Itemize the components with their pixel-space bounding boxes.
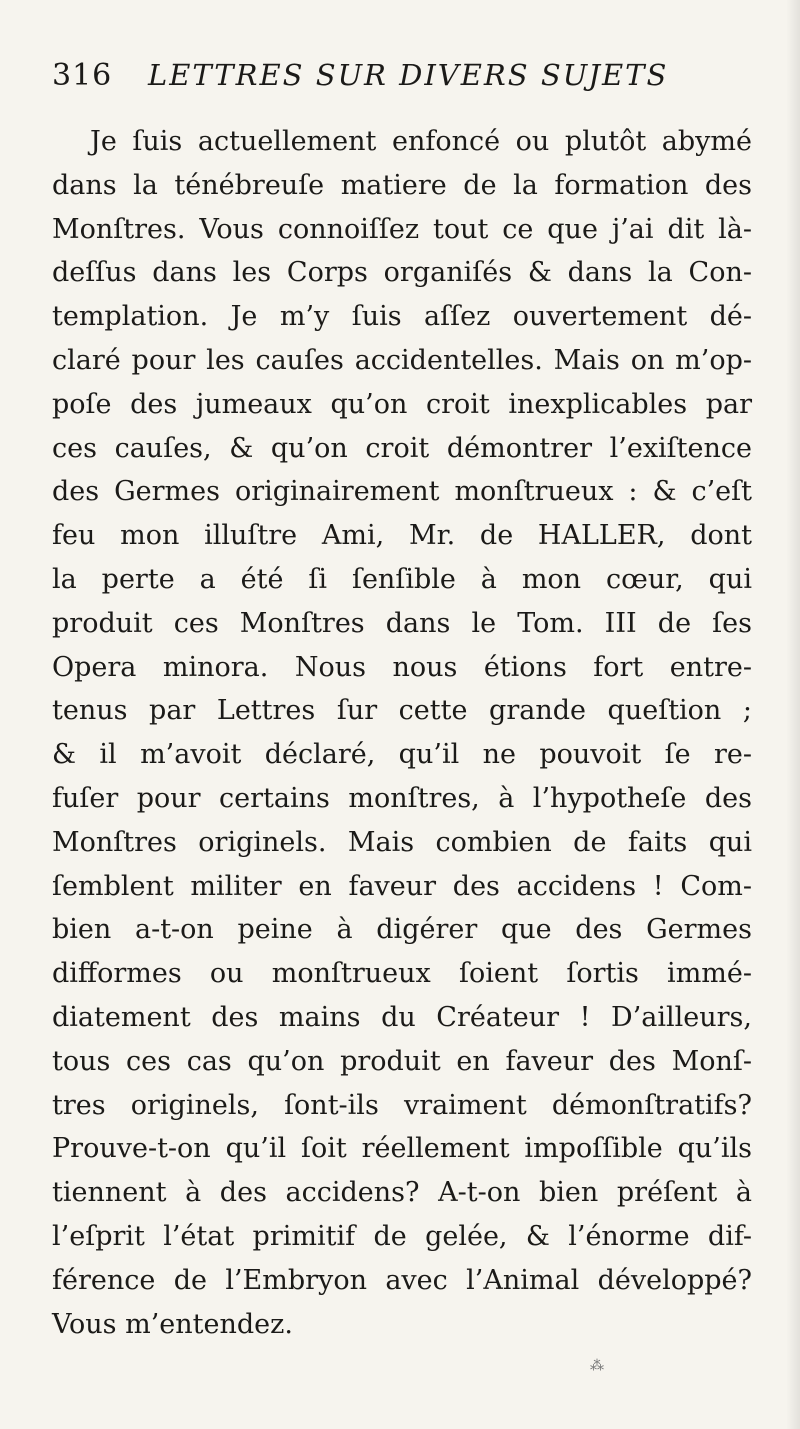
text-line: diatement des mains du Créateur ! D’ailleurs, [52,1001,752,1033]
text-line: tous ces cas qu’on produit en faveur des Monſ- [52,1045,752,1077]
text-line: Opera minora. Nous nous étions fort entre- [52,651,752,683]
text-line: Je ſuis actuellement enfoncé ou plutôt abymé [90,126,752,157]
text-line: ſemblent militer en faveur des accidens ! Com- [52,870,752,902]
text-line: templation. Je m’y ſuis aſſez ouvertement dé- [52,301,752,333]
text-line: feu mon illuſtre Ami, Mr. de HALLER, dont [52,520,752,552]
text-line: bien a-t-on peine à digérer que des Germes [52,914,752,946]
page-number: 316 [52,58,113,93]
body-text [52,120,752,1346]
text-line: tenus par Lettres ſur cette grande queſtion ; [52,695,752,727]
text-line: Prouve-t-on qu’il ſoit réellement impoſſible qu’ils [52,1133,752,1165]
text-line: tiennent à des accidens? A-t-on bien préſent à [52,1177,752,1209]
ink-speck: ⁂ [590,1358,604,1374]
text-line: tres originels, ſont-ils vraiment démonſtratifs? [52,1089,752,1121]
text-line: l’eſprit l’état primitif de gelée, & l’énorme dif- [52,1220,752,1252]
text-line: produit ces Monſtres dans le Tom. III de ſes [52,607,752,639]
text-line: la perte a été ſi ſenſible à mon cœur, qui [52,563,752,595]
text-line: & il m’avoit déclaré, qu’il ne pouvoit ſe re- [52,739,752,771]
text-line: claré pour les cauſes accidentelles. Mais on m’op- [52,344,752,376]
text-line: Monſtres. Vous connoiſſez tout ce que j’ai dit là- [52,213,752,245]
page-edge-shadow [786,0,800,1429]
text-line: Monſtres originels. Mais combien de faits qui [52,826,752,858]
text-line: deſſus dans les Corps organiſés & dans la Con- [52,257,752,289]
text-line: poſe des jumeaux qu’on croit inexplicables par [52,388,752,420]
page-header [52,52,752,102]
running-head: LETTRES SUR DIVERS SUJETS [148,58,669,92]
text-line: ces cauſes, & qu’on croit démontrer l’exiſtence [52,432,752,464]
text-line: dans la ténébreuſe matiere de la formation des [52,169,752,201]
text-line: férence de l’Embryon avec l’Animal développé? [52,1264,752,1296]
text-line: Vous m’entendez. [52,1308,293,1340]
text-line: des Germes originairement monſtrueux : & c’eſt [52,476,752,508]
text-line: fuſer pour certains monſtres, à l’hypotheſe des [52,782,752,814]
text-line: difformes ou monſtrueux ſoient ſortis immé- [52,958,752,990]
